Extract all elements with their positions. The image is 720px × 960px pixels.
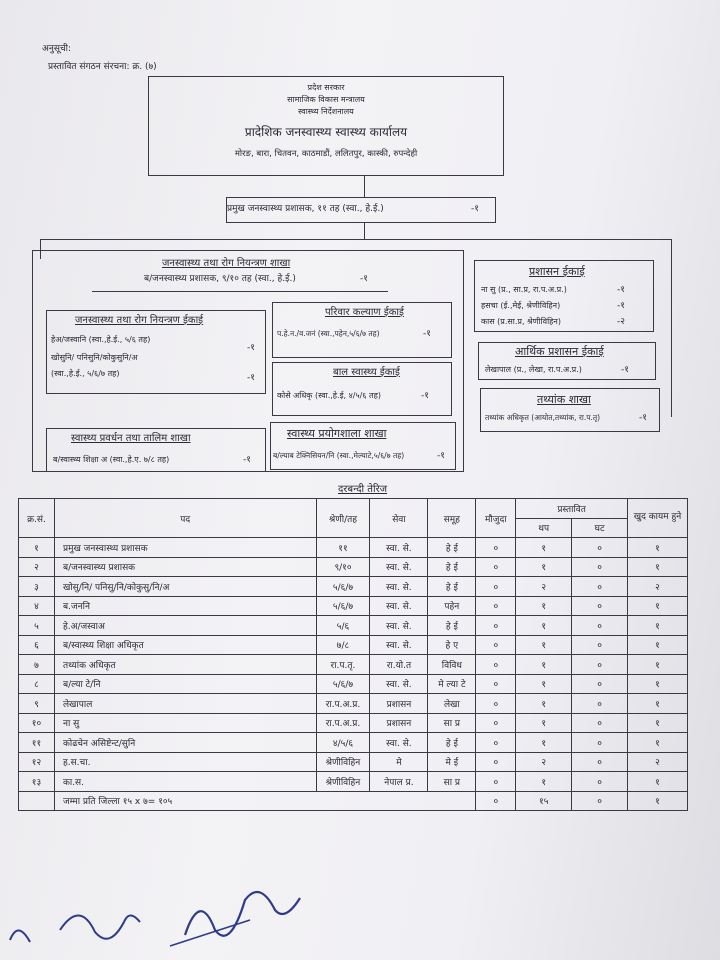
row-cut: ० [572, 635, 628, 655]
promotion-branch-line: ब/स्वास्थ्य शिक्षा अ (स्वा.,हे.ए. ७/८ तह) [53, 455, 170, 464]
chief-count: -१ [471, 204, 479, 214]
row-service: स्वा. से. [370, 557, 428, 577]
lab-branch-count: -१ [437, 451, 445, 461]
office-line-3: स्वास्थ्य निर्देशनालय [298, 107, 354, 116]
row-group: हे ए [428, 635, 476, 655]
row-service: स्वा. से. [370, 538, 428, 558]
row-existing: ० [476, 752, 516, 772]
admin-row-count: -१ [617, 285, 625, 295]
row-add: २ [516, 577, 572, 597]
row-existing: ० [476, 772, 516, 792]
row-level: ५/६/७ [316, 674, 370, 694]
row-level: रा.प.अ.प्र. [316, 694, 370, 714]
table-caption: दरबन्दी तेरिज [338, 484, 388, 495]
row-cut: ० [572, 538, 628, 558]
row-service: प्रशासन [370, 694, 428, 714]
row-group: हे ई [428, 616, 476, 636]
row-level: ५/६/७ [316, 577, 370, 597]
total-add: १५ [516, 791, 572, 811]
row-level: श्रेणीविहिन [316, 752, 370, 772]
table-row [19, 694, 688, 714]
row-add: १ [516, 694, 572, 714]
row-post: ब/ल्या टे/नि [54, 674, 316, 694]
row-group: पहेन [428, 596, 476, 616]
row-existing: ० [476, 616, 516, 636]
row-keep: १ [628, 655, 688, 675]
row-add: १ [516, 772, 572, 792]
finance-unit-count: -१ [621, 365, 629, 375]
row-existing: ० [476, 655, 516, 675]
row-keep: १ [628, 694, 688, 714]
row-service: प्रशासन [370, 713, 428, 733]
admin-row-label: कास (प्र.सा.प्र, श्रेणीविहिन) [481, 317, 561, 326]
row-level: रा.प.अ.प्र. [316, 713, 370, 733]
ph-branch-box [92, 256, 388, 292]
child-health-title: बाल स्वास्थ्य ईकाई [333, 367, 400, 378]
row-service: स्वा. से. [370, 616, 428, 636]
row-sn: १ [19, 538, 55, 558]
lab-branch-title: स्वास्थ्य प्रयोगशाला शाखा [287, 427, 387, 440]
row-cut: ० [572, 772, 628, 792]
table-row [19, 538, 688, 558]
staff-table [18, 498, 688, 811]
row-sn: ३ [19, 577, 55, 597]
row-post: लेखापाल [54, 694, 316, 714]
connector [671, 239, 672, 417]
row-service: स्वा. से. [370, 674, 428, 694]
family-welfare-title: परिवार कल्याण ईकाई [325, 307, 404, 318]
row-post: ना सु [54, 713, 316, 733]
row-sn: ९ [19, 694, 55, 714]
admin-unit-title: प्रशासन ईकाई [529, 265, 585, 278]
family-welfare-count: -१ [423, 329, 431, 339]
ph-branch-sub: ब/जनस्वास्थ्य प्रशासक, ९/१० तह (स्वा., हे.ई.) [144, 274, 296, 284]
ph-unit-line-1: हेअ/जस्वानि (स्वा.,हे.ई., ५/६ तह) [51, 335, 151, 344]
row-sn: १३ [19, 772, 55, 792]
office-places: मोरङ, बारा, चितवन, काठमाडौं, ललितपुर, कास्की, रुपन्देही [234, 149, 418, 159]
admin-unit-box [474, 260, 654, 332]
row-post: खोसु/नि/ पनिसु/नि/कोकुसु/नि/अ [54, 577, 316, 597]
ph-unit-count-2: -१ [247, 373, 255, 383]
row-service: रा.यो.त [370, 655, 428, 675]
table-header-row [19, 499, 688, 519]
chief-label: प्रमुख जनस्वास्थ्य प्रशासक, ११ तह (स्वा., हे.ई.) [227, 204, 384, 214]
row-add: १ [516, 538, 572, 558]
header-keep: खुद कायम हुने [628, 499, 688, 538]
promotion-branch-box [46, 428, 266, 472]
row-level: ५/६ [316, 616, 370, 636]
stats-branch-count: -१ [639, 413, 647, 423]
row-add: १ [516, 655, 572, 675]
row-group: हे ई [428, 557, 476, 577]
table-row [19, 596, 688, 616]
row-group: लेखा [428, 694, 476, 714]
row-cut: ० [572, 596, 628, 616]
row-group: मे ई [428, 752, 476, 772]
promotion-branch-count: -१ [243, 455, 251, 465]
row-keep: २ [628, 577, 688, 597]
row-service: स्वा. से. [370, 596, 428, 616]
row-add: १ [516, 616, 572, 636]
header-post: पद [54, 499, 316, 538]
row-post: ब/जनस्वास्थ्य प्रशासक [54, 557, 316, 577]
table-row [19, 655, 688, 675]
ph-unit-title: जनस्वास्थ्य तथा रोग नियन्त्रण ईकाई [75, 315, 204, 326]
row-cut: ० [572, 733, 628, 753]
row-service: स्वा. से. [370, 733, 428, 753]
row-existing: ० [476, 713, 516, 733]
table-row [19, 557, 688, 577]
row-group: सा प्र [428, 713, 476, 733]
row-post: ब/स्वास्थ्य शिक्षा अधिकृत [54, 635, 316, 655]
header-level: श्रेणी/तह [316, 499, 370, 538]
total-blank [19, 791, 55, 811]
header-add: थप [516, 518, 572, 538]
finance-unit-box [478, 342, 656, 380]
ph-unit-box [46, 310, 266, 394]
row-existing: ० [476, 538, 516, 558]
row-add: १ [516, 713, 572, 733]
row-level: ४/५/६ [316, 733, 370, 753]
row-cut: ० [572, 752, 628, 772]
family-welfare-line: प.हे.न./व.जनं (स्वा.,पहेन,५/६/७ तह) [277, 329, 380, 338]
row-sn: ६ [19, 635, 55, 655]
row-post: का.स. [54, 772, 316, 792]
row-post: ब.जननि [54, 596, 316, 616]
header-group: समूह [428, 499, 476, 538]
ph-unit-count-1: -१ [247, 343, 255, 353]
table-row [19, 616, 688, 636]
row-group: हे ई [428, 577, 476, 597]
total-cut: ० [572, 791, 628, 811]
row-cut: ० [572, 557, 628, 577]
row-keep: २ [628, 752, 688, 772]
connector [364, 176, 365, 198]
table-row [19, 674, 688, 694]
row-sn: ४ [19, 596, 55, 616]
row-add: २ [516, 752, 572, 772]
child-health-count: -१ [421, 391, 429, 401]
office-line-2: सामाजिक विकास मन्त्रालय [287, 95, 365, 104]
table-total-row [19, 791, 688, 811]
row-service: स्वा. से. [370, 577, 428, 597]
header-service: सेवा [370, 499, 428, 538]
table-row [19, 713, 688, 733]
lab-branch-line: ब/ल्याब टेक्निसियन/नि (स्वा.,मेल्याटे,५/६/७ तह) [273, 451, 405, 460]
total-label: जम्मा प्रति जिल्ला १५ x ७= १०५ [54, 791, 475, 811]
row-group: मे ल्या टे [428, 674, 476, 694]
total-existing: ० [476, 791, 516, 811]
row-existing: ० [476, 596, 516, 616]
row-existing: ० [476, 635, 516, 655]
row-level: ५/६/७ [316, 596, 370, 616]
row-cut: ० [572, 577, 628, 597]
row-add: १ [516, 596, 572, 616]
chief-box [226, 197, 496, 223]
ph-unit-line-2: खोसुनि/ पनिसुनि/कोकुसुनि/अ [51, 353, 138, 362]
signature-marks [0, 860, 330, 960]
header-sn: क्र.सं. [19, 499, 55, 538]
header-existing: मौजुदा [476, 499, 516, 538]
row-sn: ५ [19, 616, 55, 636]
row-level: रा.प.तृ. [316, 655, 370, 675]
row-service: स्वा. से. [370, 635, 428, 655]
family-welfare-box [272, 302, 452, 358]
row-existing: ० [476, 577, 516, 597]
row-service: मे [370, 752, 428, 772]
admin-row-count: -१ [617, 301, 625, 311]
stats-branch-box [480, 388, 660, 432]
row-keep: १ [628, 674, 688, 694]
admin-row-label: हसचा (ई.,मेई, श्रेणीविहिन) [481, 301, 561, 310]
lab-branch-box [270, 422, 456, 470]
row-sn: ७ [19, 655, 55, 675]
ph-branch-count: -१ [360, 274, 368, 284]
row-post: ह.स.चा. [54, 752, 316, 772]
row-add: १ [516, 674, 572, 694]
row-keep: १ [628, 596, 688, 616]
header-cut: घट [572, 518, 628, 538]
stats-branch-title: तथ्यांक शाखा [537, 393, 591, 406]
table-row [19, 635, 688, 655]
connector [364, 223, 365, 239]
row-post: प्रमुख जनस्वास्थ्य प्रशासक [54, 538, 316, 558]
row-existing: ० [476, 557, 516, 577]
row-keep: १ [628, 616, 688, 636]
total-keep: १ [628, 791, 688, 811]
ph-branch-title: जनस्वास्थ्य तथा रोग नियन्त्रण शाखा [162, 258, 291, 269]
row-group: विविध [428, 655, 476, 675]
row-post: तथ्यांक अधिकृत [54, 655, 316, 675]
finance-unit-title: आर्थिक प्रशासन ईकाई [515, 345, 604, 358]
row-service: नेपाल प्र. [370, 772, 428, 792]
stats-branch-line: तथ्यांक अधिकृत (आयोत,तथ्यांक, रा.प.तृ) [485, 413, 601, 422]
ph-unit-line-3: (स्वा.,हे.ई., ५/६/७ तह) [51, 369, 120, 378]
row-add: १ [516, 733, 572, 753]
row-sn: २ [19, 557, 55, 577]
row-group: हे ई [428, 538, 476, 558]
row-cut: ० [572, 616, 628, 636]
row-keep: १ [628, 713, 688, 733]
table-row [19, 577, 688, 597]
row-group: सा प्र [428, 772, 476, 792]
row-sn: १० [19, 713, 55, 733]
row-sn: १२ [19, 752, 55, 772]
row-cut: ० [572, 694, 628, 714]
row-existing: ० [476, 674, 516, 694]
row-sn: ८ [19, 674, 55, 694]
row-keep: १ [628, 733, 688, 753]
row-keep: १ [628, 635, 688, 655]
row-cut: ० [572, 674, 628, 694]
row-existing: ० [476, 694, 516, 714]
table-row [19, 752, 688, 772]
row-level: श्रेणीविहिन [316, 772, 370, 792]
row-cut: ० [572, 713, 628, 733]
table-row [19, 772, 688, 792]
office-title: प्रादेशिक जनस्वास्थ्य स्वास्थ्य कार्यालय [244, 125, 408, 139]
office-line-1: प्रदेश सरकार [307, 83, 345, 92]
row-existing: ० [476, 733, 516, 753]
header-proposed: प्रस्तावित [516, 499, 628, 519]
connector [40, 239, 672, 240]
child-health-box [272, 362, 452, 416]
top-office-box [148, 76, 504, 176]
row-level: ११ [316, 538, 370, 558]
admin-row-label: ना सु (प्र., सा.प्र, रा.प.अ.प्र.) [481, 285, 567, 294]
row-level: ७/८ [316, 635, 370, 655]
row-cut: ० [572, 655, 628, 675]
admin-row-count: -२ [617, 317, 625, 327]
proposed-structure-label: प्रस्तावित संगठन संरचना: क्र. (७) [48, 62, 157, 72]
row-group: हे ई [428, 733, 476, 753]
child-health-line: कोसे अधिकृ (स्वा.,हे.ई, ४/५/६ तह) [277, 391, 381, 400]
table-row [19, 733, 688, 753]
row-post: हे.अ/जस्वाअ [54, 616, 316, 636]
row-level: ९/१० [316, 557, 370, 577]
row-keep: १ [628, 538, 688, 558]
row-post: कोढचेन असिष्टेन्ट/सुनि [54, 733, 316, 753]
row-keep: १ [628, 557, 688, 577]
row-sn: ११ [19, 733, 55, 753]
promotion-branch-title: स्वास्थ्य प्रवर्धन तथा तालिम शाखा [71, 433, 191, 444]
row-keep: १ [628, 772, 688, 792]
row-add: १ [516, 635, 572, 655]
row-add: १ [516, 557, 572, 577]
finance-unit-line: लेखापाल (प्र., लेखा, रा.प.अ.प्र.) [485, 365, 582, 374]
annex-label: अनुसूची: [42, 44, 72, 54]
